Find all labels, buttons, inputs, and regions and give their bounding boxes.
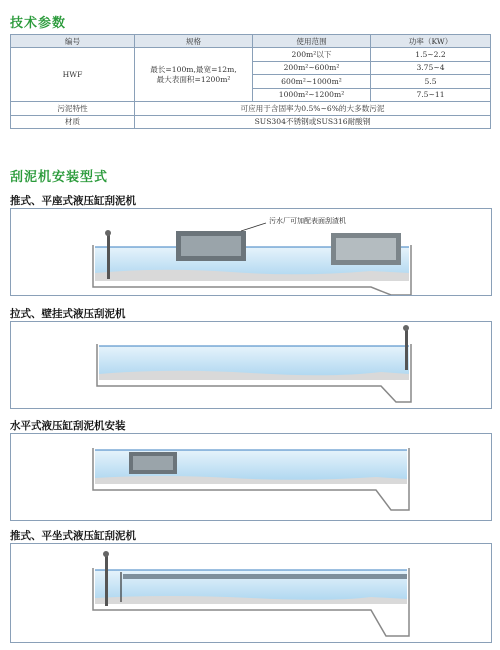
spec-table: [10, 34, 491, 129]
range-cell: 600m²~1000m²: [253, 75, 371, 89]
header-spec: 规格: [135, 35, 253, 48]
section-title-install: 刮泥机安装型式: [10, 170, 109, 185]
material-label: 材质: [11, 115, 135, 129]
spec-line: 最大表面积=1200m²: [156, 74, 231, 84]
table-header-row: [11, 35, 491, 48]
section-title-specs: 技术参数: [10, 16, 67, 31]
range-cell: 200m²~600m²: [253, 61, 371, 75]
table-row: [11, 115, 491, 129]
header-range: 使用范围: [253, 35, 371, 48]
power-cell: 7.5~11: [371, 88, 491, 102]
power-cell: 5.5: [371, 75, 491, 89]
range-cell: 1000m²~1200m²: [253, 88, 371, 102]
diagram-title: 拉式、壁挂式液压刮泥机: [10, 308, 126, 320]
diagram-horizontal: [10, 433, 492, 521]
power-cell: 3.75~4: [371, 61, 491, 75]
header-power: 功率（KW）: [371, 35, 491, 48]
spec-cell: [135, 48, 253, 102]
sludge-value: 可应用于含固率为0.5%~6%的大多数污泥: [135, 102, 491, 116]
model-cell: HWF: [11, 48, 135, 102]
material-value: SUS304不锈钢或SUS316耐酸钢: [135, 115, 491, 129]
spec-line: 最长=100m,最宽=12m,: [150, 64, 237, 74]
diagram-title: 推式、平座式液压缸刮泥机: [10, 195, 136, 207]
table-row: [11, 102, 491, 116]
diagram-push-floor: [10, 208, 492, 296]
diagram-callout: 污水厂可加配表面刮渣机: [269, 217, 346, 225]
diagram-title: 推式、平坐式液压缸刮泥机: [10, 530, 136, 542]
header-id: 编号: [11, 35, 135, 48]
table-row: [11, 48, 491, 62]
range-cell: 200m²以下: [253, 48, 371, 62]
power-cell: 1.5~2.2: [371, 48, 491, 62]
diagram-pull-wall: [10, 321, 492, 409]
sludge-label: 污泥特性: [11, 102, 135, 116]
diagram-title: 水平式液压缸刮泥机安装: [10, 420, 126, 432]
diagram-push-flat: [10, 543, 492, 643]
